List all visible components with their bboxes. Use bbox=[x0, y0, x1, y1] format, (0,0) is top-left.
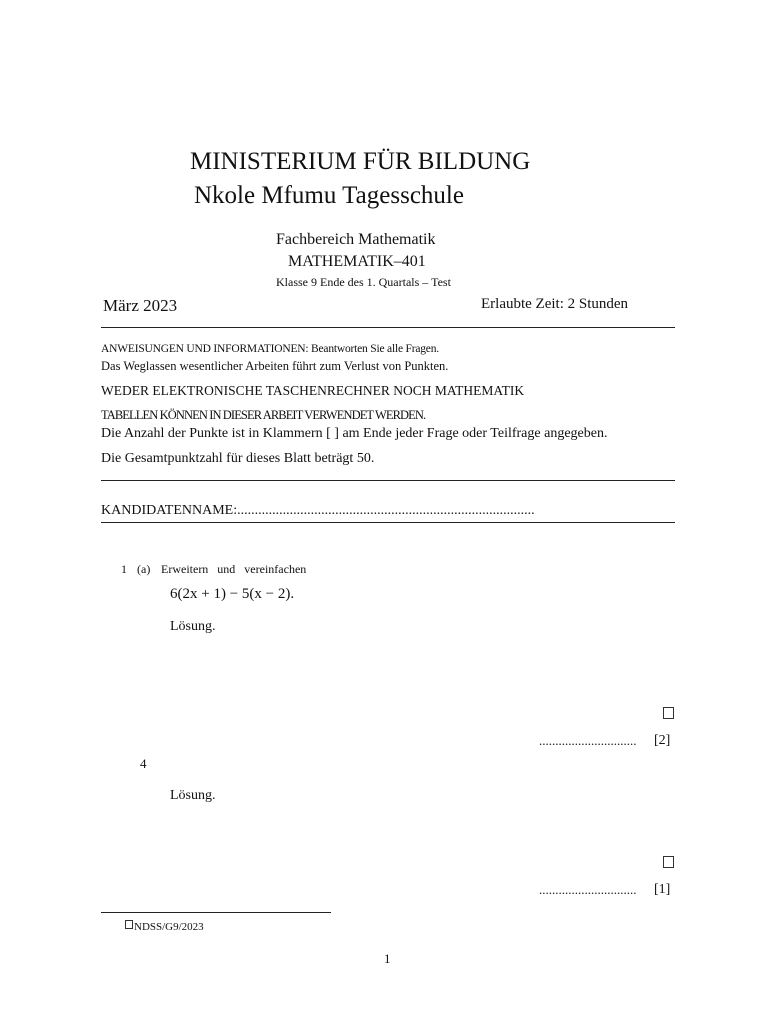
question-1-solution-label: Lösung. bbox=[170, 619, 216, 634]
question-1-checkbox-icon bbox=[663, 704, 674, 722]
course-code: MATHEMATIK–401 bbox=[288, 253, 426, 270]
question-4-marks: [1] bbox=[654, 882, 671, 897]
question-4-checkbox-icon bbox=[663, 853, 674, 871]
page-number: 1 bbox=[384, 951, 391, 966]
question-4-answer-line[interactable]: .............................. bbox=[539, 882, 637, 897]
question-1-number: 1 bbox=[121, 562, 127, 576]
instructions-omission: Das Weglassen wesentlicher Arbeiten führt zum Verlust von Punkten. bbox=[101, 359, 449, 373]
question-1-part: (a) bbox=[137, 562, 151, 576]
footer-code bbox=[125, 920, 204, 933]
question-4-number: 4 bbox=[140, 756, 147, 771]
question-1-answer-line[interactable]: .............................. bbox=[539, 733, 637, 748]
instructions-calculator: WEDER ELEKTRONISCHE TASCHENRECHNER NOCH MATHEMATIK bbox=[101, 383, 525, 398]
question-1-marks: [2] bbox=[654, 733, 671, 748]
question-1-prompt: Erweitern und vereinfachen bbox=[161, 562, 307, 576]
footer-code-text: NDSS/G9/2023 bbox=[134, 921, 204, 933]
candidate-rule bbox=[101, 522, 675, 523]
exam-date: März 2023 bbox=[103, 296, 178, 315]
candidate-name-label: KANDIDATENNAME:..................................................................................... bbox=[101, 503, 535, 518]
instructions-tables: TABELLEN KÖNNEN IN DIESER ARBEIT VERWENDET WERDEN. bbox=[101, 408, 426, 422]
footnote-marker-icon bbox=[125, 920, 133, 929]
footnote-rule bbox=[101, 912, 331, 913]
instructions-marks: Die Anzahl der Punkte ist in Klammern [ ] am Ende jeder Frage oder Teilfrage angegeben. bbox=[101, 426, 608, 441]
school-name: Nkole Mfumu Tagesschule bbox=[194, 182, 464, 209]
instructions-heading: ANWEISUNGEN UND INFORMATIONEN: Beantworten Sie alle Fragen. bbox=[101, 343, 439, 355]
time-allowed: Erlaubte Zeit: 2 Stunden bbox=[481, 296, 629, 312]
header-rule bbox=[101, 327, 675, 328]
instructions-rule bbox=[101, 480, 675, 481]
question-4-solution-label: Lösung. bbox=[170, 788, 216, 803]
exam-subtitle: Klasse 9 Ende des 1. Quartals – Test bbox=[276, 275, 451, 289]
department: Fachbereich Mathematik bbox=[276, 231, 436, 248]
instructions-total: Die Gesamtpunktzahl für dieses Blatt beträgt 50. bbox=[101, 451, 375, 466]
ministry-title: MINISTERIUM FÜR BILDUNG bbox=[190, 148, 531, 175]
question-1-expression: 6(2x + 1) − 5(x − 2). bbox=[170, 586, 295, 602]
